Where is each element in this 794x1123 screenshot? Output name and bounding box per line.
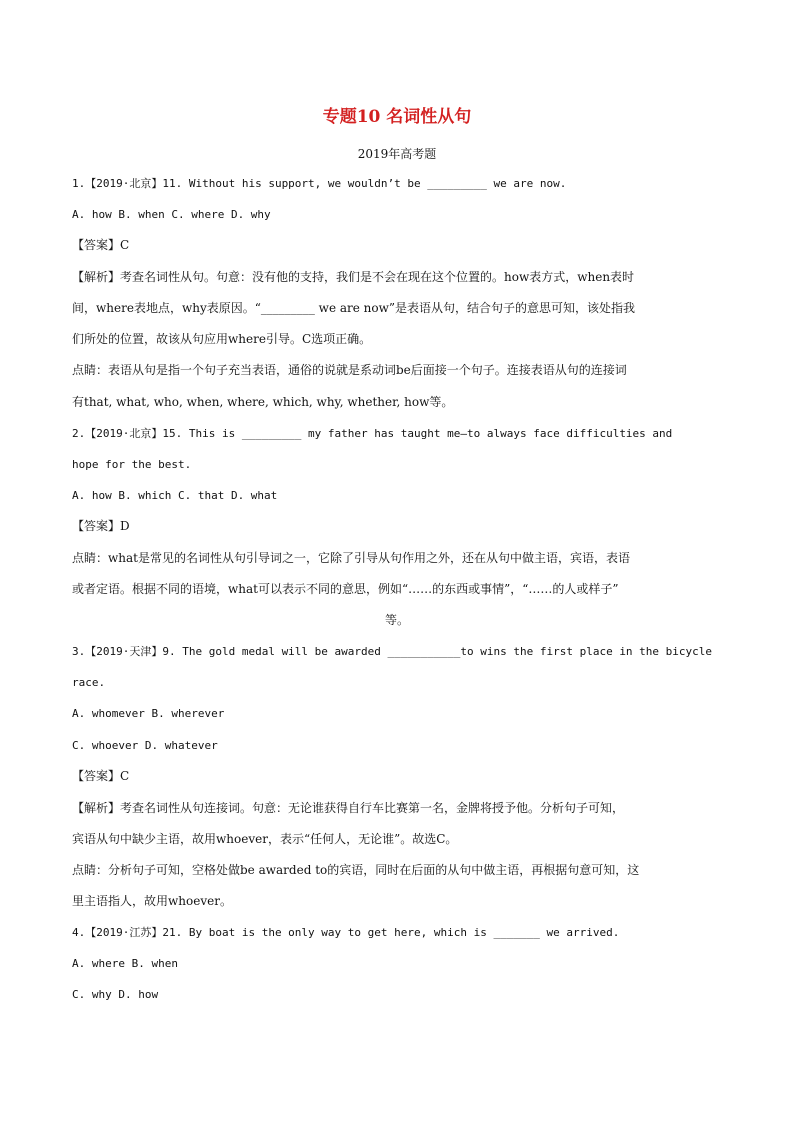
question-1-note-line: 有that, what, who, when, where, which, why, whether, how等。 (72, 395, 454, 409)
question-2-note-line: 点睛：what是常见的名词性从句引导词之一，它除了引导从句作用之外，还在从句中做主语，宾语，表语 (72, 551, 630, 565)
question-3-note-line: 里主语指人，故用whoever。 (72, 894, 232, 908)
question-3-options: A. whomever B. wherever (72, 707, 225, 720)
question-3-stem-cont: race. (72, 676, 106, 689)
question-1-answer: 【答案】C (72, 238, 130, 252)
document-subtitle: 2019年高考题 (357, 147, 437, 161)
question-1-note-line: 点睛：表语从句是指一个句子充当表语，通俗的说就是系动词be后面接一个句子。连接表语从句的连接词 (72, 363, 627, 377)
question-2-answer: 【答案】D (72, 519, 130, 533)
question-1-analysis-line: 【解析】考查名词性从句。句意：没有他的支持，我们是不会在现在这个位置的。how表方式，when表时 (72, 270, 635, 284)
question-4-options: C. why D. how (72, 988, 159, 1001)
question-2-stem: 2.【2019·北京】15. This is _________ my father has taught me—to always face difficulties and (72, 427, 673, 440)
question-2-stem-cont: hope for the best. (72, 458, 192, 471)
question-1-stem: 1.【2019·北京】11. Without his support, we wouldn’t be _________ we are now. (72, 177, 567, 190)
question-3-analysis-line: 宾语从句中缺少主语，故用whoever，表示“任何人，无论谁”。故选C。 (72, 832, 458, 846)
question-3-options: C. whoever D. whatever (72, 739, 218, 752)
question-3-answer: 【答案】C (72, 769, 130, 783)
question-2-options: A. how B. which C. that D. what (72, 489, 278, 502)
question-2-note-line: 等。 (384, 613, 409, 627)
question-1-analysis-line: 间，where表地点，why表原因。“_________ we are now”是表语从句，结合句子的意思可知，该处指我 (72, 301, 636, 315)
question-1-options: A. how B. when C. where D. why (72, 208, 271, 221)
question-1-analysis-line: 们所处的位置，故该从句应用where引导。C选项正确。 (72, 332, 372, 346)
question-3-stem: 3.【2019·天津】9. The gold medal will be awarded ___________to wins the first place in the bicycle (72, 645, 713, 658)
question-2-note-line: 或者定语。根据不同的语境，what可以表示不同的意思，例如“……的东西或事情”，“……的人或样子” (72, 582, 619, 596)
question-4-options: A. where B. when (72, 957, 178, 970)
question-4-stem: 4.【2019·江苏】21. By boat is the only way to get here, which is _______ we arrived. (72, 926, 620, 939)
document-title: 专题10 名词性从句 (322, 107, 472, 127)
question-3-analysis-line: 【解析】考查名词性从句连接词。句意：无论谁获得自行车比赛第一名，金牌将授予他。分析句子可知， (72, 801, 625, 815)
question-3-note-line: 点睛：分析句子可知，空格处做be awarded to的宾语，同时在后面的从句中做主语，再根据句意可知，这 (72, 863, 640, 877)
